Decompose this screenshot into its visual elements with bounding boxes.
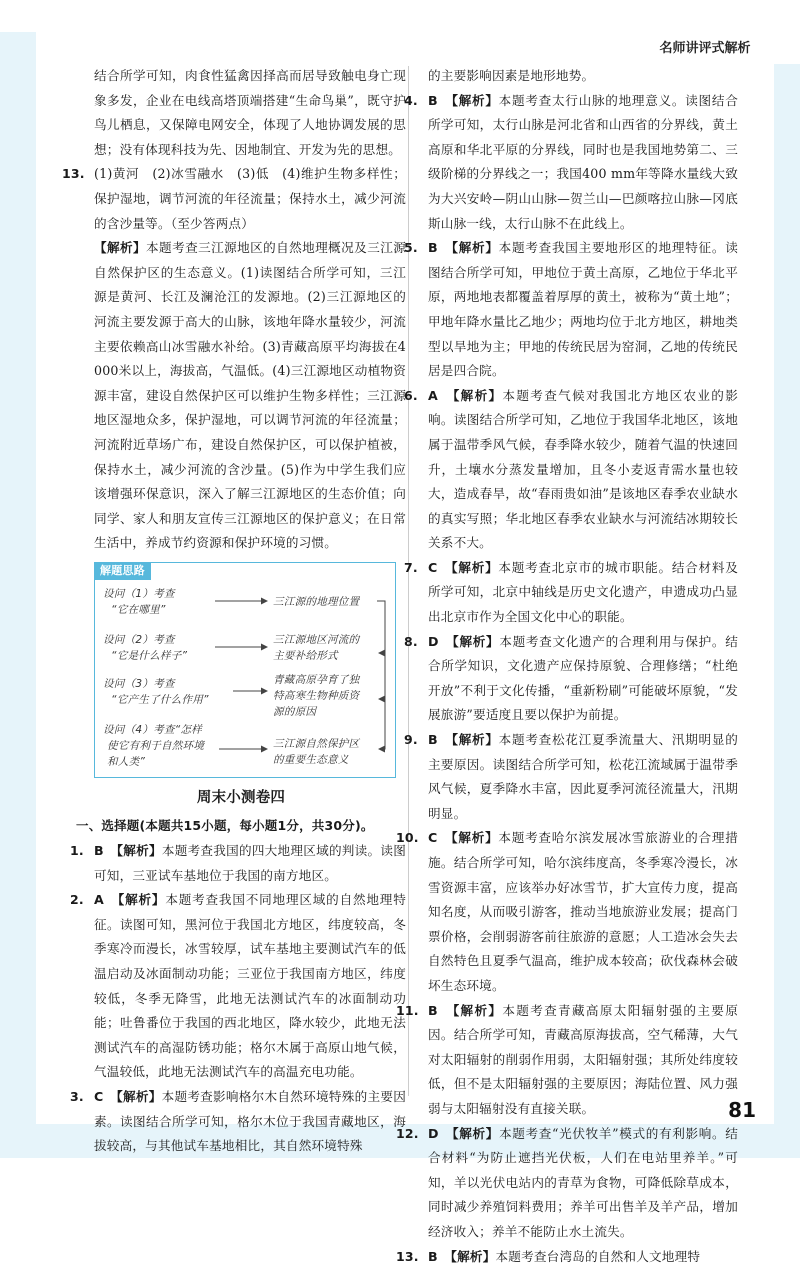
- answer-1: [76, 839, 406, 888]
- question-number: 2.: [70, 888, 84, 913]
- a2-line1: 三江源地区河流的: [273, 634, 361, 646]
- answer-4: [410, 89, 738, 237]
- thinking-diagram: [94, 562, 396, 778]
- analysis-text: 本题考查松花江夏季流量大、汛期明显的主要原因。读图结合所学可知，松花江流域属于温带季风气候，夏季降水丰富，因此夏季河流径流量大，汛期明显。: [428, 732, 738, 821]
- answer-letter: A: [94, 892, 104, 907]
- question-number: 1.: [70, 839, 84, 864]
- analysis-tag: 【解析】: [452, 1126, 499, 1141]
- left-column: [76, 64, 406, 1159]
- answer-12: [410, 1122, 738, 1245]
- q3-line1: 设问（3）考查: [103, 678, 176, 690]
- analysis-tag: 【解析】: [452, 240, 499, 255]
- answer-letter: B: [428, 732, 438, 747]
- analysis-tag: 【解析】: [452, 634, 499, 649]
- a4-line1: 三江源自然保护区: [273, 738, 361, 750]
- analysis-text: 本题考查我国不同地理区域的自然地理特征。读图可知，黑河位于我国北方地区，纬度较高，冬季寒冷而漫长，冰雪较厚，试车基地主要测试汽车的低温启动及冰面制动功能；三亚位于我国南方地区，纬度较低，冬季无降雪，此地无法测试汽车的冰面制动功能；吐鲁番位于我国的西北地区，降水较少，此地无法测试汽车的高湿防锈功能；格尔木属于高原山地气候，气温较低，此地无法测试汽车的高温充电功能。: [94, 892, 406, 1079]
- continued-text: 结合所学可知，肉食性猛禽因择高而居导致触电身亡现象多发，企业在电线高塔顶端搭建“生命鸟巢”，既守护鸟儿栖息，又保障电网安全，体现了人地协调发展的思想；没有体现科技为先、因地制宜、开发为先的思想。: [76, 64, 406, 162]
- question-number: 13.: [396, 1245, 419, 1269]
- left-stripe-holder: [0, 0, 800, 33]
- a3-line3: 源的原因: [273, 706, 317, 718]
- q4-line2: 使它有利于自然环境: [107, 740, 205, 752]
- q2-line2: “它是什么样子”: [111, 650, 187, 662]
- analysis-text: 本题考查太行山脉的地理意义。读图结合所学可知，太行山脉是河北省和山西省的分界线，黄土高原和华北平原的分界线，同时也是我国地势第二、三级阶梯的分界线之一；我国400 mm年等降水量线大致为大兴安岭—阴山山脉—贺兰山—巴颜喀拉山脉—冈底斯山脉一线，太行山脉不在此线上。: [428, 93, 738, 231]
- section-heading: 一、选择题(本题共15小题，每小题1分，共30分)。: [76, 814, 406, 839]
- analysis-text: 本题考查哈尔滨发展冰雪旅游业的合理措施。结合所学可知，哈尔滨纬度高，冬季寒冷漫长，冰雪资源丰富，应该举办好冰雪节，扩大宣传力度，提高知名度，从而吸引游客，推动当地旅游业发展；提高门票价格，会削弱游客前往旅游的意愿；人工造冰会失去自然特色且夏季气温高，维护成本较高；砍伐森林会破坏生态环境。: [428, 830, 738, 993]
- q1-line1: 设问（1）考查: [103, 588, 176, 600]
- thinking-label: 解题思路: [94, 562, 151, 580]
- answer-7: [410, 556, 738, 630]
- analysis-tag: 【解析】: [453, 388, 502, 403]
- answer-letter: C: [428, 830, 437, 845]
- question-number: 6.: [404, 384, 418, 409]
- page-number: 81: [728, 1098, 756, 1122]
- analysis-tag: 【解析】: [452, 732, 499, 747]
- analysis-text: 本题考查青藏高原太阳辐射强的主要原因。结合所学可知，青藏高原海拔高，空气稀薄，大气对太阳辐射的削弱作用弱，太阳辐射强；其所处纬度较低，但不是太阳辐射强的主要原因；海陆位置、风力强弱与太阳辐射没有直接关联。: [428, 1003, 738, 1116]
- answer-3: [76, 1085, 406, 1159]
- answer-letter: B: [428, 1003, 438, 1018]
- answer-letter: C: [428, 560, 437, 575]
- answer-10: [410, 826, 738, 998]
- answer-letter: C: [94, 1089, 103, 1104]
- section-title: 周末小测卷四: [76, 786, 406, 811]
- q1-line2: “它在哪里”: [111, 604, 166, 616]
- analysis-tag: 【解析】: [453, 1003, 502, 1018]
- a4-line2: 的重要生态意义: [273, 754, 349, 766]
- answer-8: [410, 630, 738, 728]
- thinking-flow-svg: [95, 563, 395, 777]
- analysis-tag: 【解析】: [452, 93, 499, 108]
- right-column: [410, 64, 738, 1269]
- a1-line1: 三江源的地理位置: [273, 596, 361, 608]
- answer-9: [410, 728, 738, 826]
- analysis-text: 本题考查三江源地区的自然地理概况及三江源自然保护区的生态意义。(1)读图结合所学可知，三江源是黄河、长江及澜沧江的发源地。(2)三江源地区的河流主要发源于高大的山脉，该地年降水量较少，河流主要依赖高山冰雪融水补给。(3)青藏高原平均海拔在4 000米以上，海拔高，气温低。(4)三江源地区动植物资源丰富，建设自然保护区可以维护生物多样性；三江源地区湿地众多，保护湿地，可以调节河流的年径流量；河流附近草场广布，建设自然保护区，可以保护植被，保持水土，减少河流的含沙量。(5)作为中学生我们应该增强环保意识，深入了解三江源地区的生态价值；向同学、家人和朋友宣传三江源地区的保护意义；在日常生活中，养成节约资源和保护环境的习惯。: [94, 240, 406, 550]
- bracket-connector: [377, 601, 385, 749]
- answer-text: (1)黄河 (2)冰雪融水 (3)低 (4)维护生物多样性；保护湿地，调节河流的年径流量；保持水土，减少河流的含沙量等。（至少答两点）: [94, 162, 406, 236]
- analysis-tag: 【解析】: [118, 892, 165, 907]
- question-number: 5.: [404, 236, 418, 261]
- question-number: 9.: [404, 728, 418, 753]
- answer-11: [410, 999, 738, 1122]
- analysis-text: 本题考查我国主要地形区的地理特征。读图结合所学可知，甲地位于黄土高原，乙地位于华北平原，两地地表都覆盖着厚厚的黄土，被称为“黄土地”；甲地年降水量比乙地少；两地均位于北方地区，耕地类型以旱地为主；甲地的传统民居为窑洞，乙地的传统民居是四合院。: [428, 240, 738, 378]
- answer-letter: D: [428, 1126, 439, 1141]
- analysis-text: 本题考查北京市的城市职能。结合材料及所学可知，北京中轴线是历史文化遗产，申遗成功凸显出北京市作为全国文化中心的职能。: [428, 560, 738, 624]
- answer-letter: B: [94, 843, 104, 858]
- answer-letter: B: [428, 93, 438, 108]
- answer-5: [410, 236, 738, 384]
- answer-13b: [410, 1245, 738, 1269]
- a2-line2: 主要补给形式: [273, 650, 339, 662]
- q2-line1: 设问（2）考查: [103, 634, 176, 646]
- right-stripe: [774, 64, 800, 1124]
- question-number: 12.: [396, 1122, 419, 1147]
- analysis-tag: 【解析】: [451, 830, 498, 845]
- analysis-tag: 【解析】: [451, 1249, 496, 1264]
- answer-letter: B: [428, 1249, 438, 1264]
- q4-line1: 设问（4）考查“怎样: [103, 724, 203, 736]
- analysis-text: 本题考查“光伏牧羊”模式的有利影响。结合材料“为防止遮挡光伏板，人们在电站里养羊。”可知，羊以光伏电站内的青草为食物，可降低除草成本，同时减少养殖饲料费用；养羊可出售羊及羊产品，增加经济收入；养羊不能防止水土流失。: [428, 1126, 738, 1239]
- analysis-text: 本题考查台湾岛的自然和人文地理特: [495, 1249, 700, 1264]
- question-number: 3.: [70, 1085, 84, 1110]
- column-divider: [408, 66, 409, 1096]
- header-title: 名师讲评式解析: [610, 34, 800, 64]
- answer-13: [76, 162, 406, 556]
- question-number: 7.: [404, 556, 418, 581]
- question-number: 11.: [396, 999, 419, 1024]
- a3-line2: 特高寒生物种质资: [273, 690, 361, 702]
- answer-letter: D: [428, 634, 439, 649]
- answer-2: [76, 888, 406, 1085]
- answer-letter: B: [428, 240, 438, 255]
- analysis-text: 本题考查我国的四大地理区域的判读。读图可知，三亚试车基地位于我国的南方地区。: [94, 843, 406, 883]
- left-stripe: [0, 32, 36, 1158]
- answer-letter: A: [428, 388, 438, 403]
- analysis-tag: 【解析】: [94, 240, 146, 255]
- a3-line1: 青藏高原孕育了独: [273, 674, 361, 686]
- continued-text: 的主要影响因素是地形地势。: [410, 64, 738, 89]
- question-number: 13.: [62, 162, 85, 187]
- q4-line3: 和人类”: [107, 756, 145, 768]
- analysis-text: 本题考查文化遗产的合理利用与保护。结合所学知识，文化遗产应保持原貌、合理修缮；“杜绝开放”不利于文化传播，“重新粉刷”可能破坏原貌，“发展旅游”要适度且要以保护为前提。: [428, 634, 738, 723]
- analysis-paragraph: [94, 236, 406, 556]
- answer-6: [410, 384, 738, 556]
- analysis-text: 本题考查影响格尔木自然环境特殊的主要因素。读图结合所学可知，格尔木位于我国青藏地区，海拔较高，与其他试车基地相比，其自然环境特殊: [94, 1089, 406, 1153]
- q3-line2: “它产生了什么作用”: [111, 694, 209, 706]
- analysis-tag: 【解析】: [451, 560, 498, 575]
- question-number: 8.: [404, 630, 418, 655]
- analysis-tag: 【解析】: [117, 843, 162, 858]
- question-number: 10.: [396, 826, 419, 851]
- analysis-text: 本题考查气候对我国北方地区农业的影响。读图结合所学可知，乙地位于我国华北地区，该地属于温带季风气候，春季降水较少，随着气温的快速回升，土壤水分蒸发量增加，且冬小麦返青需水量也较大，造成春旱，故“春雨贵如油”是该地区春季农业缺水的真实写照；华北地区春季农业缺水与河流结冰期较长关系不大。: [428, 388, 738, 551]
- question-number: 4.: [404, 89, 418, 114]
- analysis-tag: 【解析】: [116, 1089, 161, 1104]
